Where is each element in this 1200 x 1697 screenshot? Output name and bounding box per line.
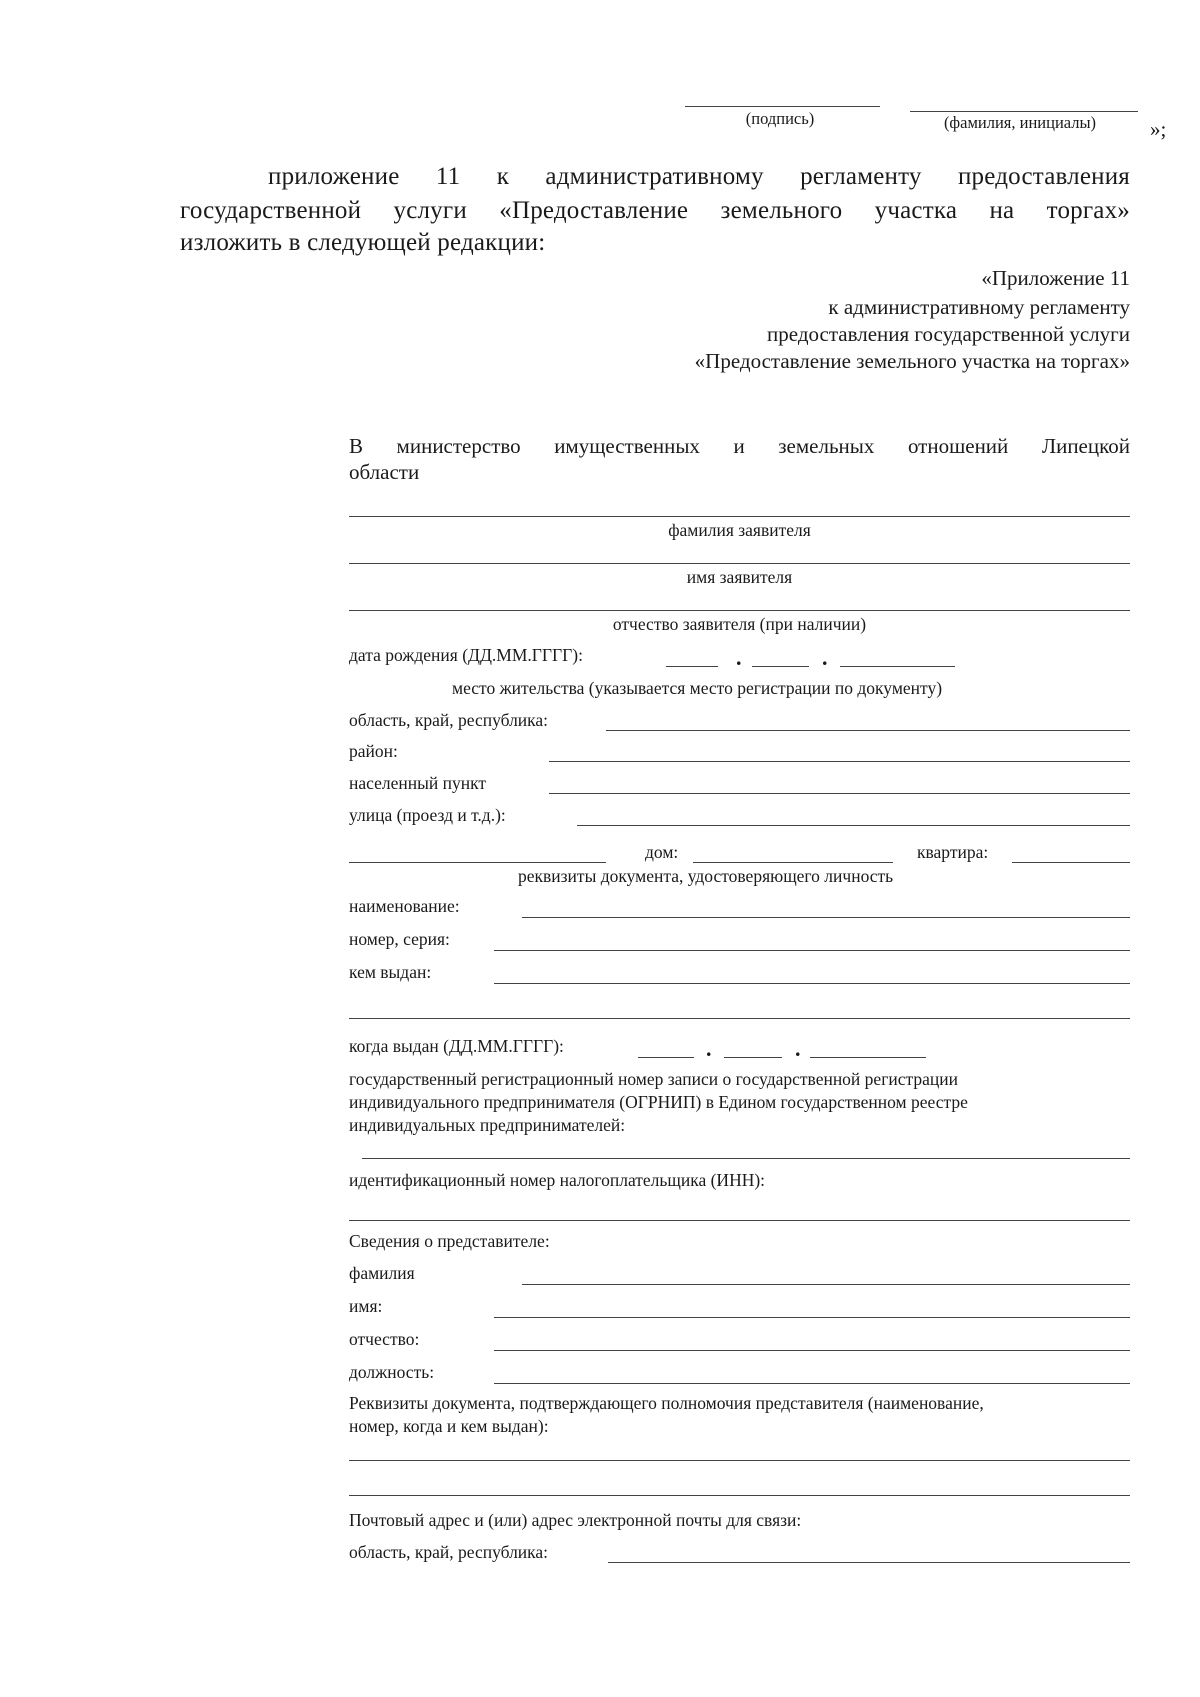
residence-heading: место жительства (указывается место регистрации по документу) [452, 678, 943, 698]
rep-patronymic-label: отчество: [349, 1329, 420, 1349]
appendix-header-line-2: к административному регламенту [828, 295, 1130, 319]
addressee-line-1: В министерство имущественных и земельных отношений Липецкой [349, 434, 1130, 458]
document-number-label: номер, серия: [349, 929, 450, 949]
street-continuation-field[interactable] [349, 862, 606, 863]
name-initials-line[interactable] [910, 111, 1138, 112]
ogrnip-field[interactable] [362, 1158, 1130, 1159]
birth-date-separator: . [822, 645, 828, 670]
rep-position-label: должность: [349, 1362, 435, 1382]
issue-date-separator: . [795, 1036, 801, 1061]
birth-day-field[interactable] [666, 666, 718, 667]
house-field[interactable] [693, 862, 893, 863]
issued-by-continuation-field[interactable] [349, 1018, 1130, 1019]
document-name-field[interactable] [522, 917, 1130, 918]
apartment-field[interactable] [1012, 862, 1130, 863]
document-name-label: наименование: [349, 896, 460, 916]
addressee-line-2: области [349, 460, 420, 484]
birth-date-label: дата рождения (ДД.ММ.ГГГГ): [349, 645, 583, 665]
issued-by-field[interactable] [494, 983, 1130, 984]
authority-document-line-1: Реквизиты документа, подтверждающего полномочия представителя (наименование, [349, 1393, 984, 1413]
rep-surname-field[interactable] [522, 1284, 1130, 1285]
birth-year-field[interactable] [840, 666, 955, 667]
contact-region-field[interactable] [608, 1562, 1130, 1563]
street-label: улица (проезд и т.д.): [349, 805, 506, 825]
name-initials-caption: (фамилия, инициалы) [943, 113, 1097, 132]
locality-label: населенный пункт [349, 773, 487, 793]
name-caption: имя заявителя [686, 567, 793, 587]
ogrnip-line-3: индивидуальных предпринимателей: [349, 1115, 626, 1135]
ogrnip-line-2: индивидуального предпринимателя (ОГРНИП) в Едином государственном реестре [349, 1092, 968, 1112]
inn-field[interactable] [349, 1220, 1130, 1221]
issue-day-field[interactable] [638, 1057, 694, 1058]
rep-name-label: имя: [349, 1296, 383, 1316]
apartment-label: квартира: [917, 842, 989, 862]
rep-position-field[interactable] [494, 1383, 1130, 1384]
issue-date-label: когда выдан (ДД.ММ.ГГГГ): [349, 1036, 564, 1056]
authority-document-continuation-field[interactable] [349, 1495, 1130, 1496]
issue-year-field[interactable] [810, 1057, 926, 1058]
amendment-line-3: изложить в следующей редакции: [180, 229, 546, 256]
contact-region-label: область, край, республика: [349, 1542, 549, 1562]
ogrnip-line-1: государственный регистрационный номер записи о государственной регистрации [349, 1069, 958, 1089]
surname-caption: фамилия заявителя [668, 520, 811, 540]
patronymic-field-line[interactable] [349, 610, 1130, 611]
house-label: дом: [645, 842, 679, 862]
patronymic-caption: отчество заявителя (при наличии) [612, 614, 867, 634]
birth-month-field[interactable] [752, 666, 809, 667]
rep-surname-label: фамилия [349, 1263, 415, 1283]
street-field[interactable] [577, 825, 1130, 826]
issued-by-label: кем выдан: [349, 962, 432, 982]
appendix-header-line-3: предоставления государственной услуги [767, 322, 1130, 346]
issue-month-field[interactable] [724, 1057, 782, 1058]
amendment-line-2: государственной услуги «Предоставление земельного участка на торгах» [180, 197, 1130, 224]
signature-line[interactable] [685, 106, 880, 107]
district-label: район: [349, 741, 398, 761]
locality-field[interactable] [549, 793, 1130, 794]
rep-name-field[interactable] [494, 1317, 1130, 1318]
inn-label: идентификационный номер налогоплательщика (ИНН): [349, 1170, 766, 1190]
region-field[interactable] [606, 730, 1130, 731]
name-field-line[interactable] [349, 563, 1130, 564]
issue-date-separator: . [706, 1036, 712, 1061]
district-field[interactable] [549, 761, 1130, 762]
signature-caption: (подпись) [745, 109, 815, 128]
birth-date-separator: . [736, 645, 742, 670]
region-label: область, край, республика: [349, 710, 549, 730]
identity-document-heading: реквизиты документа, удостоверяющего личность [518, 866, 894, 886]
appendix-header-line-1: «Приложение 11 [981, 266, 1130, 290]
appendix-header-line-4: «Предоставление земельного участка на торгах» [694, 349, 1130, 373]
authority-document-field[interactable] [349, 1460, 1130, 1461]
authority-document-line-2: номер, когда и кем выдан): [349, 1416, 549, 1436]
rep-patronymic-field[interactable] [494, 1350, 1130, 1351]
contact-heading: Почтовый адрес и (или) адрес электронной почты для связи: [349, 1510, 802, 1530]
representative-heading: Сведения о представителе: [349, 1231, 550, 1251]
surname-field-line[interactable] [349, 516, 1130, 517]
amendment-line-1: приложение 11 к административному регламенту предоставления [268, 163, 1130, 190]
closing-quote: »; [1150, 117, 1167, 141]
document-number-field[interactable] [494, 950, 1130, 951]
